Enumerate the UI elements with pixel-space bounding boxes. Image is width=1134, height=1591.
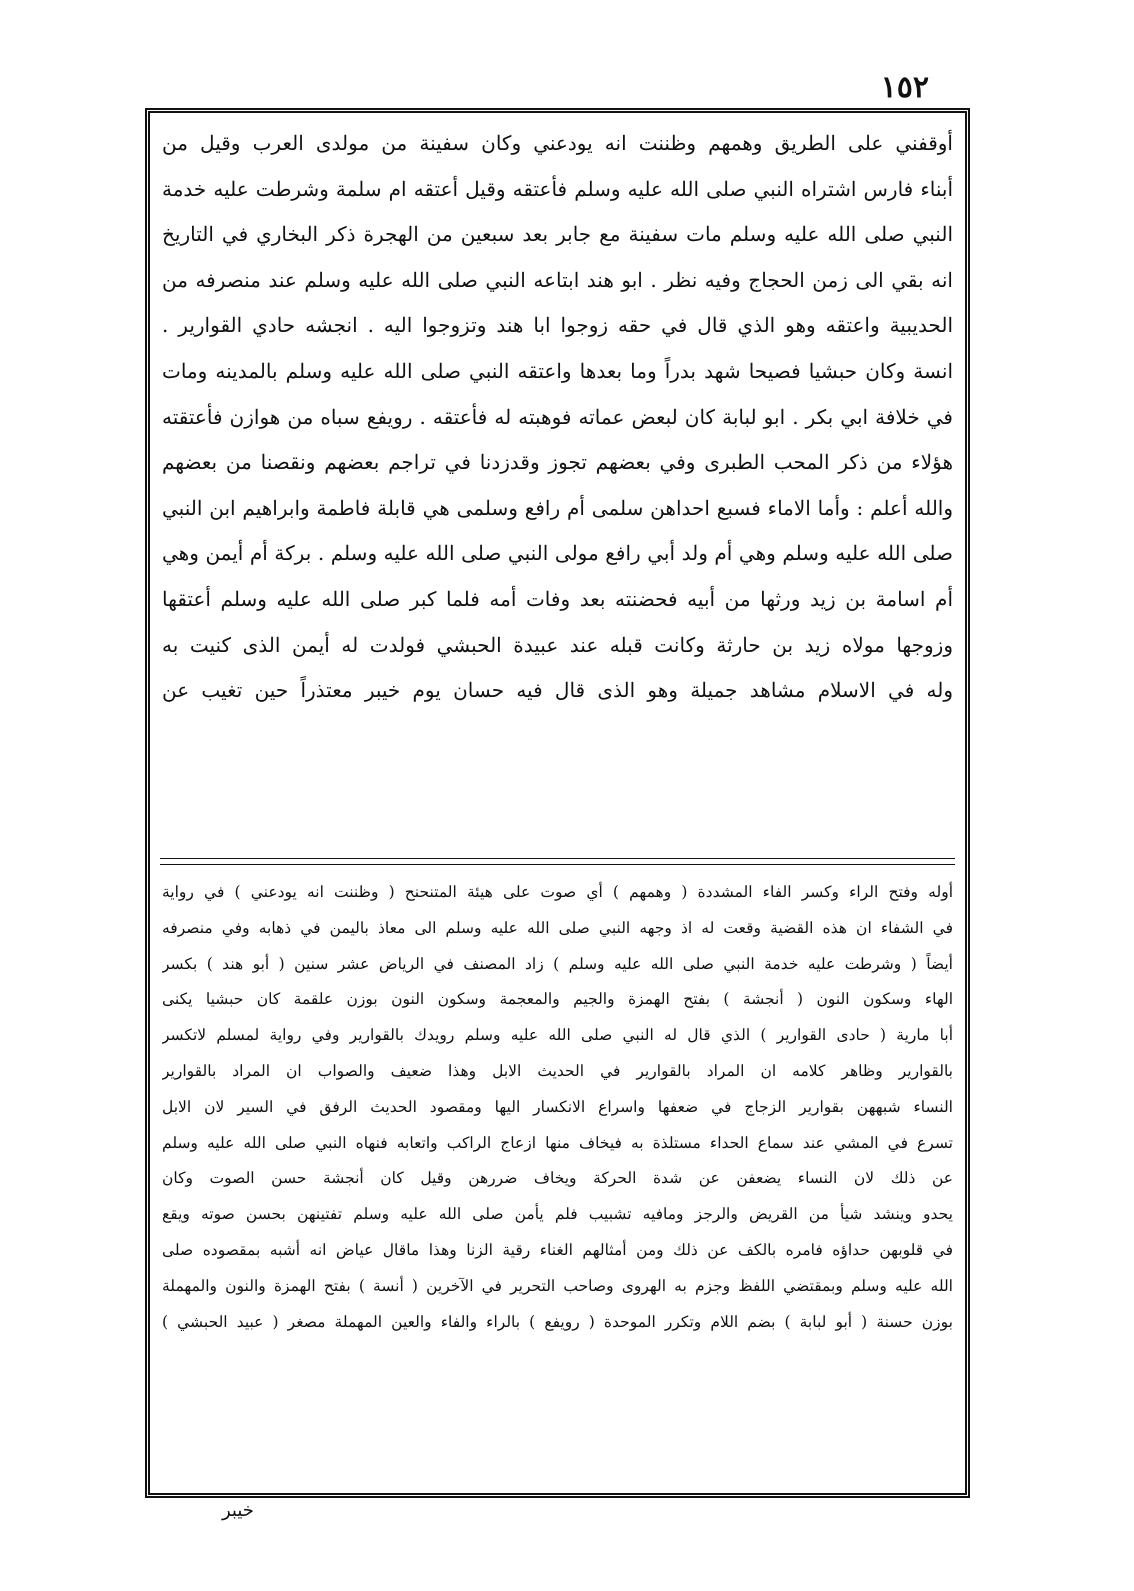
commentary-line: تسرع في المشي عند سماع الحداء مستلذة به فيخاف منها ازعاج الراكب واتعابه فنهاه النبي صلى الله عليه وسلم xyxy=(162,1133,953,1152)
main-text-line: وزوجها مولاه زيد بن حارثة وكانت قبله عند عبيدة الحبشي فولدت له أيمن الذى كنيت به xyxy=(162,632,953,657)
page-frame xyxy=(145,108,970,1498)
main-text-line: هؤلاء من ذكر المحب الطبرى وفي بعضهم تجوز وقدزدنا في تراجم بعضهم ونقصنا من بعضهم xyxy=(162,450,953,475)
commentary-line: أبا مارية ( حادى القوارير ) الذي قال له النبي صلى الله عليه وسلم رويدك بالقوارير وفي رواية لمسلم لاتكسر xyxy=(162,1026,953,1045)
commentary-line: في قلوبهن حداؤه فامره بالكف عن ذلك ومن أمثالهم الغناء رقية الزنا وهذا ماقال عياض انه أشبه بمقصوده صلى xyxy=(162,1240,953,1259)
main-text-line: أبناء فارس اشتراه النبي صلى الله عليه وسلم فأعتقه وقيل أعتقه ام سلمة وشرطت عليه خدمة xyxy=(162,176,953,201)
section-divider xyxy=(160,858,955,865)
main-text-line: النبي صلى الله عليه وسلم مات سفينة مع جابر بعد سبعين من الهجرة ذكر البخاري في التاريخ xyxy=(162,222,953,247)
main-text-line: والله أعلم : وأما الاماء فسبع احداهن سلمى أم رافع وسلمى هي قابلة فاطمة وابراهيم ابن النبي xyxy=(162,495,953,520)
commentary-line: أوله وفتح الراء وكسر الفاء المشددة ( وهمهم ) أي صوت على هيئة المتنحنح ( وظننت انه يودعني ) في رواية xyxy=(162,883,953,901)
commentary-line: في الشفاء ان هذه القضية وقعت له اذ وجهه النبي صلى الله عليه وسلم الى معاذ باليمن في ذهابه وفي منصرفه xyxy=(162,918,953,937)
main-text-line: في خلافة ابي بكر . ابو لبابة كان لبعض عماته فوهبته له فأعتقه . رويفع سباه من هوازن فأعتقته xyxy=(162,404,953,429)
main-text-line: انه بقي الى زمن الحجاج وفيه نظر . ابو هند ابتاعه النبي صلى الله عليه وسلم عند منصرفه من xyxy=(162,267,953,292)
commentary-line: النساء شبههن بقوارير الزجاج في ضعفها واسراع الانكسار اليها ومقصود الحديث الرفق في السير لان الابل xyxy=(162,1097,953,1116)
commentary-line: بالقوارير وظاهر كلامه ان المراد بالقوارير في الحديث الابل وهذا ضعيف والصواب ان المراد بالقوارير xyxy=(162,1061,953,1080)
commentary-line: الهاء وسكون النون ( أنجشة ) بفتح الهمزة والجيم والمعجمة وسكون النون بوزن علقمة كان حبشيا يكنى xyxy=(162,990,953,1009)
main-text-line: وله في الاسلام مشاهد جميلة وهو الذى قال فيه حسان يوم خيبر معتذراً حين تغيب عن xyxy=(162,678,953,703)
main-text-line: صلى الله عليه وسلم وهي أم ولد أبي رافع مولى النبي صلى الله عليه وسلم . بركة أم أيمن وهي xyxy=(162,541,953,566)
commentary-line: أيضاً ( وشرطت عليه خدمة النبي صلى الله عليه وسلم ) زاد المصنف في الرياض عشر سنين ( أبو هند ) بكسر xyxy=(162,954,953,973)
main-text-line: انسة وكان حبشيا فصيحا شهد بدراً وما بعدها واعتقه النبي صلى الله عليه وسلم بالمدينه ومات xyxy=(162,358,953,383)
main-text-block xyxy=(162,121,953,849)
main-text-line: أوقفني على الطريق وهمهم وظننت انه يودعني وكان سفينة من مولدى العرب وقيل من xyxy=(162,131,953,155)
commentary-line: يحدو وينشد شيأ من القريض والرجز ومافيه تشبيب فلم يأمن صلى الله عليه وسلم تفتينهن بحسن صوته ويقع xyxy=(162,1205,953,1224)
commentary-block xyxy=(162,875,953,1485)
page-number: ١٥٢ xyxy=(880,70,929,105)
commentary-line: عن ذلك لان النساء يضعفن عن شدة الحركة ويخاف ضررهن وقيل كان أنجشة حسن الصوت وكان xyxy=(162,1169,953,1188)
main-text-line: أم اسامة بن زيد ورثها من أبيه فحضنته بعد وفات أمه فلما كبر صلى الله عليه وسلم أعتقها xyxy=(162,586,953,611)
commentary-line: الله عليه وسلم وبمقتضي اللفظ وجزم به الهروى وصاحب التحرير في الآخرين ( أنسة ) بفتح الهمزة والنون والمهملة xyxy=(162,1276,953,1295)
main-text-line: الحديبية واعتقه وهو الذي قال في حقه زوجوا ابا هند وتزوجوا اليه . انجشه حادي القوارير . xyxy=(162,313,953,338)
commentary-line: بوزن حسنة ( أبو لبابة ) بضم اللام وتكرر الموحدة ( رويفع ) بالراء والفاء والعين المهملة مصغر ( عبيد الحبشي ) xyxy=(162,1312,953,1331)
catchword: خيبر xyxy=(222,1500,254,1521)
